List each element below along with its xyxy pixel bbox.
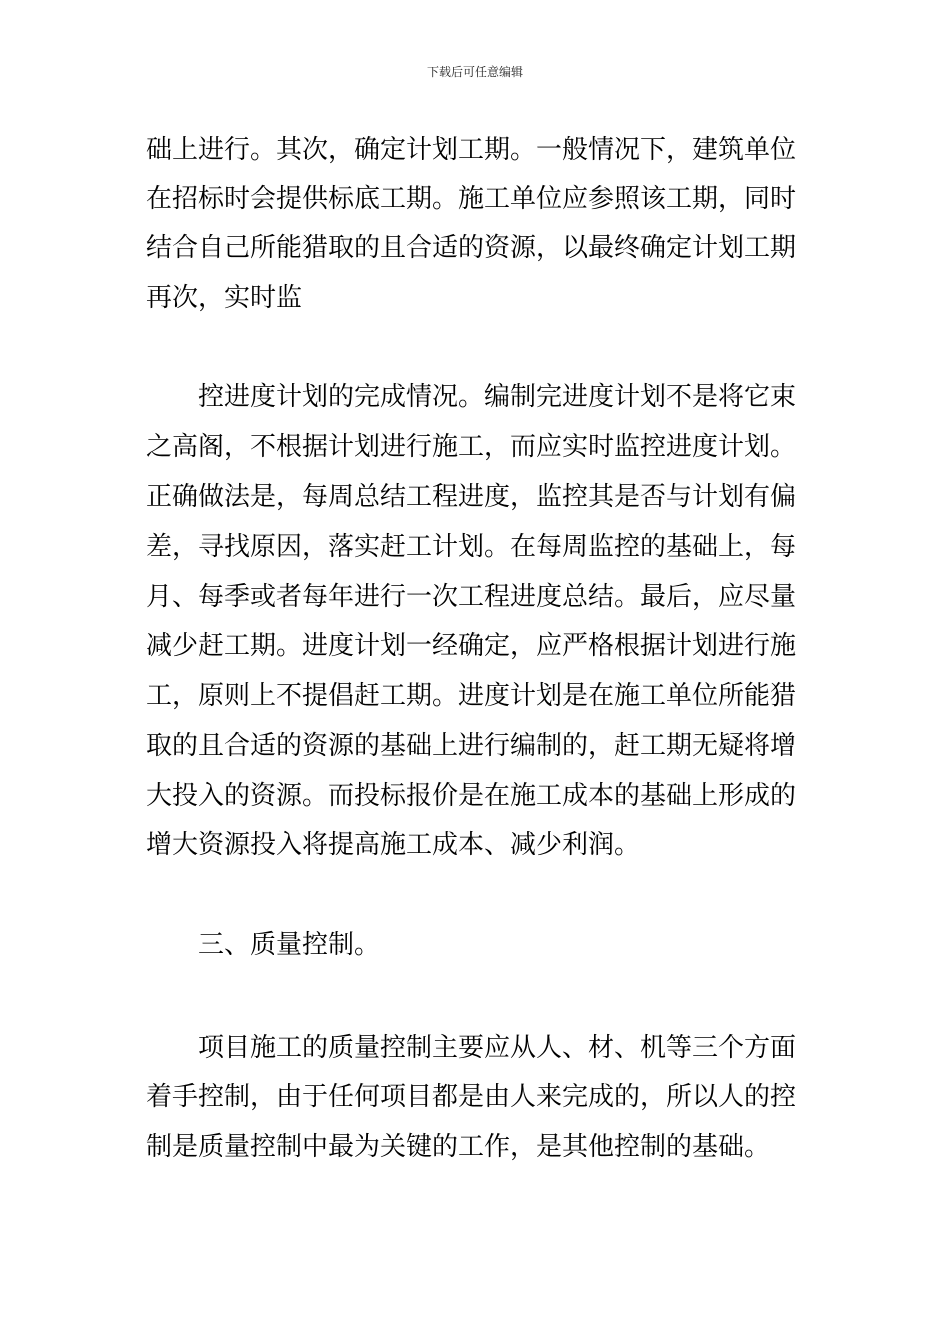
paragraph-line: 在招标时会提供标底工期。施工单位应参照该工期，同时 xyxy=(146,184,797,214)
paragraph-line: 大投入的资源。而投标报价是在施工成本的基础上形成的 xyxy=(146,781,797,811)
paragraph-line: 减少赶工期。进度计划一经确定，应严格根据计划进行施 xyxy=(146,631,797,661)
paragraph-line: 再次，实时监 xyxy=(146,283,303,313)
paragraph-line: 取的且合适的资源的基础上进行编制的，赶工期无疑将增 xyxy=(146,731,797,761)
paragraph-line: 结合自己所能猎取的且合适的资源，以最终确定计划工期 xyxy=(146,233,797,263)
paragraph-line: 月、每季或者每年进行一次工程进度总结。最后，应尽量 xyxy=(146,582,797,612)
paragraph-line: 项目施工的质量控制主要应从人、材、机等三个方面 xyxy=(198,1033,797,1063)
paragraph-line: 础上进行。其次，确定计划工期。一般情况下，建筑单位 xyxy=(146,135,797,165)
paragraph-line: 制是质量控制中最为关键的工作，是其他控制的基础。 xyxy=(146,1132,771,1162)
paragraph-line: 差，寻找原因，落实赶工计划。在每周监控的基础上，每 xyxy=(146,532,797,562)
paragraph-line: 增大资源投入将提高施工成本、减少利润。 xyxy=(146,830,641,860)
section-heading: 三、质量控制。 xyxy=(198,930,381,960)
paragraph-line: 之高阁，不根据计划进行施工，而应实时监控进度计划。 xyxy=(146,432,797,462)
paragraph-line: 工，原则上不提倡赶工期。进度计划是在施工单位所能猎 xyxy=(146,681,797,711)
paragraph-line: 着手控制，由于任何项目都是由人来完成的，所以人的控 xyxy=(146,1082,797,1112)
paragraph-line: 控进度计划的完成情况。编制完进度计划不是将它束 xyxy=(198,382,797,412)
page-header: 下载后可任意编辑 xyxy=(426,65,523,79)
paragraph-line: 正确做法是，每周总结工程进度，监控其是否与计划有偏 xyxy=(146,482,797,512)
